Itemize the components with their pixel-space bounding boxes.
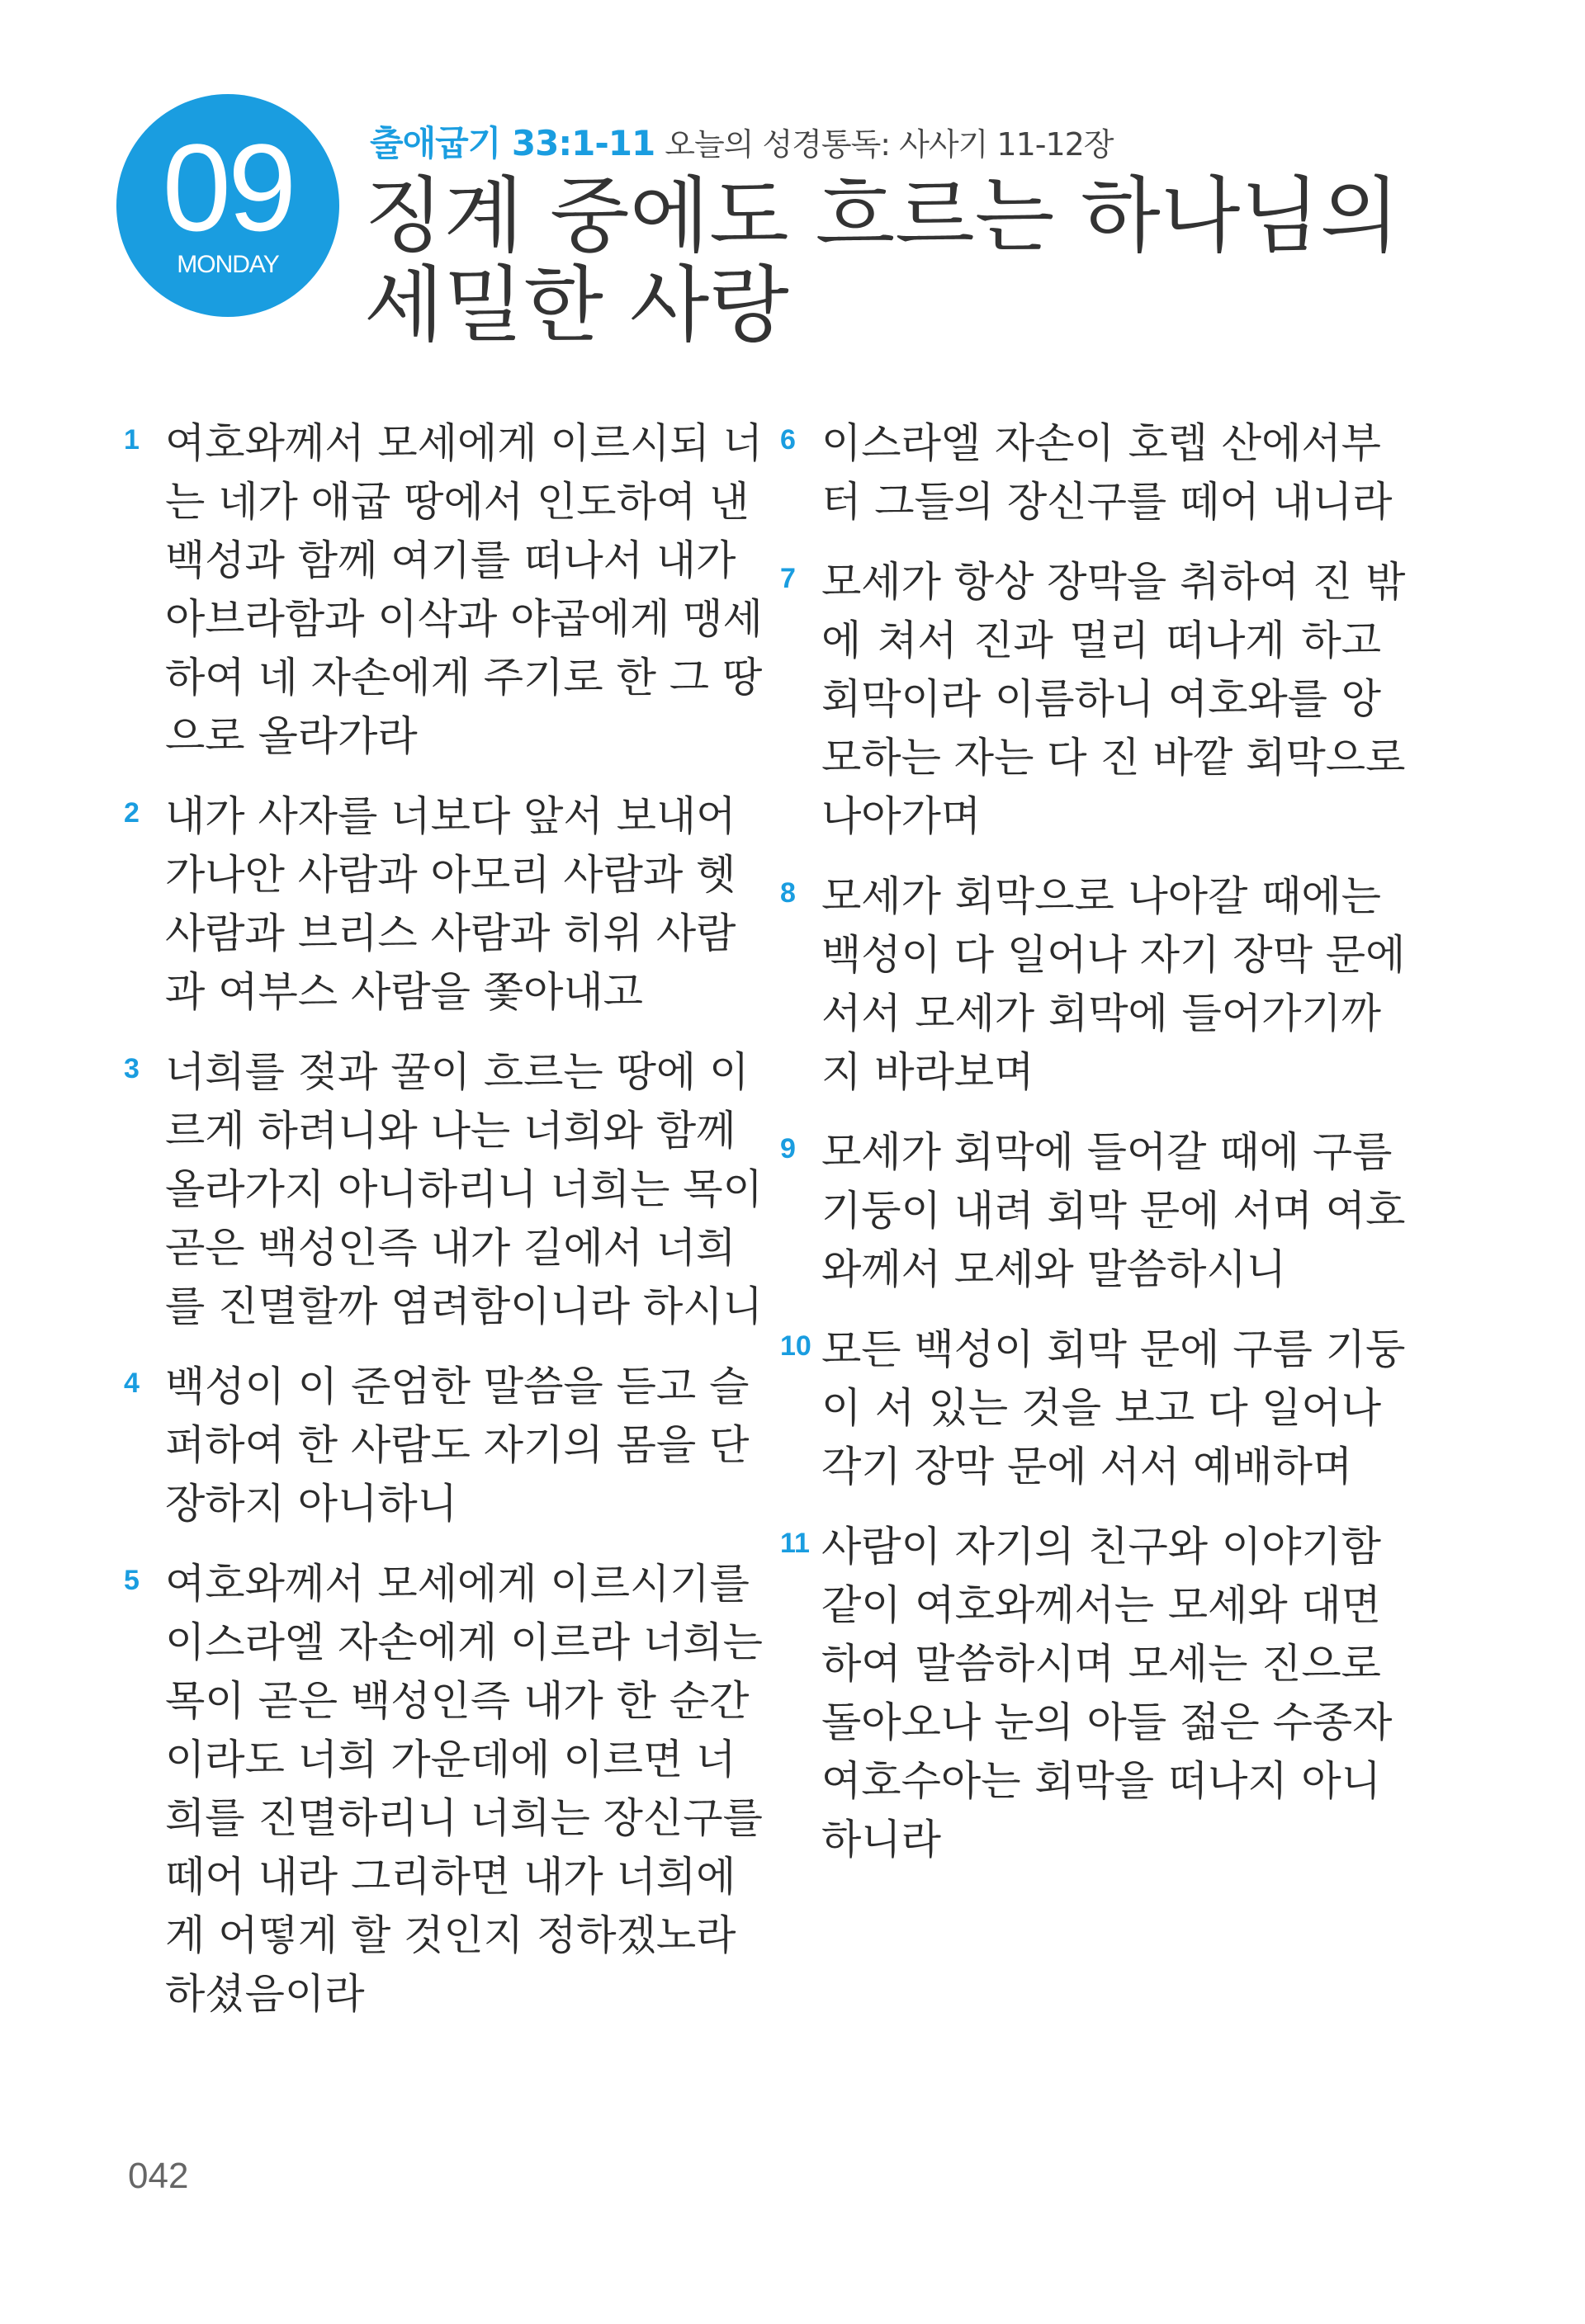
- verse-number: 1: [124, 424, 140, 456]
- verse-number: 4: [124, 1367, 140, 1399]
- verse-line: 돌아오나 눈의 아들 젊은 수종자: [821, 1698, 1393, 1746]
- verse-line: 하셨음이라: [165, 1970, 365, 2018]
- verse-number: 2: [124, 797, 140, 829]
- verse-line: 이 서 있는 것을 보고 다 일어나: [821, 1384, 1381, 1432]
- verse-line: 으로 올라가라: [165, 712, 418, 760]
- today-reading: 오늘의 성경통독: 사사기 11-12장: [665, 126, 1114, 163]
- verse: [780, 553, 1406, 846]
- verse: [780, 1123, 1406, 1299]
- verse-line: 하여 말씀하시며 모세는 진으로: [821, 1640, 1381, 1688]
- page-title: [364, 168, 1400, 353]
- verse-line: 너희를 젖과 꿀이 흐르는 땅에 이: [165, 1048, 750, 1096]
- verse-line: 터 그들의 장신구를 떼어 내니라: [821, 478, 1393, 526]
- weekday: MONDAY: [177, 251, 279, 278]
- day-badge: [116, 94, 339, 317]
- page-number: 042: [128, 2156, 189, 2196]
- verse-line: 모든 백성이 회막 문에 구름 기둥: [821, 1325, 1406, 1373]
- subtitle: [370, 122, 1114, 166]
- verse-line: 를 진멸할까 염려함이니라 하시니: [165, 1282, 763, 1330]
- verse: [124, 414, 763, 766]
- verse: [780, 414, 1393, 531]
- verse-line: 나아가며: [821, 792, 982, 840]
- verse-line: 백성이 다 일어나 자기 장막 문에: [821, 931, 1406, 979]
- verse-line: 희를 진멸하리니 너희는 장신구를: [165, 1794, 763, 1842]
- verse-line: 곧은 백성인즉 내가 길에서 너희: [165, 1224, 736, 1272]
- verse-number: 7: [780, 563, 796, 594]
- verse-line: 퍼하여 한 사람도 자기의 몸을 단: [165, 1421, 750, 1469]
- title-line: 세밀한 사랑: [364, 257, 789, 353]
- verse-line: 서서 모세가 회막에 들어가기까: [821, 990, 1381, 1037]
- verse-line: 사람과 브리스 사람과 히위 사람: [165, 909, 736, 957]
- left-column: [124, 414, 763, 2045]
- verse-line: 백성과 함께 여기를 떠나서 내가: [165, 536, 736, 584]
- verse-line: 모하는 자는 다 진 바깥 회막으로: [821, 734, 1406, 782]
- day-number: 09: [162, 118, 294, 257]
- verse-line: 회막이라 이름하니 여호와를 앙: [821, 675, 1381, 723]
- verse-line: 와께서 모세와 말씀하시니: [821, 1245, 1287, 1293]
- right-column: [780, 414, 1406, 1891]
- verse-line: 하여 네 자손에게 주기로 한 그 땅: [165, 654, 763, 701]
- verse: [780, 1320, 1406, 1496]
- verse-line: 지 바라보며: [821, 1048, 1034, 1096]
- verse-line: 게 어떻게 할 것인지 정하겠노라: [165, 1911, 736, 1959]
- verse-line: 목이 곧은 백성인즉 내가 한 순간: [165, 1677, 750, 1725]
- verse-line: 여호와께서 모세에게 이르시기를: [165, 1560, 750, 1608]
- verse: [124, 1358, 750, 1533]
- verse-line: 떼어 내라 그리하면 내가 너희에: [165, 1853, 736, 1901]
- verse-line: 아브라함과 이삭과 야곱에게 맹세: [165, 595, 763, 643]
- scripture-reference: 출애굽기 33:1-11: [370, 123, 655, 163]
- verse-line: 여호수아는 회막을 떠나지 아니: [821, 1757, 1381, 1805]
- verse-line: 과 여부스 사람을 쫓아내고: [165, 968, 643, 1016]
- verse-line: 각기 장막 문에 서서 예배하며: [821, 1443, 1353, 1490]
- verse-line: 르게 하려니와 나는 너희와 함께: [165, 1107, 736, 1155]
- verse-number: 8: [780, 877, 796, 909]
- verse-line: 모세가 회막으로 나아갈 때에는: [821, 872, 1381, 920]
- verse-line: 같이 여호와께서는 모세와 대면: [821, 1581, 1381, 1629]
- verse: [124, 787, 736, 1022]
- verse-line: 여호와께서 모세에게 이르시되 너: [165, 419, 763, 467]
- verse-line: 모세가 회막에 들어갈 때에 구름: [821, 1128, 1393, 1176]
- verse-line: 사람이 자기의 친구와 이야기함: [821, 1523, 1381, 1571]
- verse-number: 6: [780, 424, 796, 456]
- verse-line: 이스라엘 자손에게 이르라 너희는: [165, 1618, 763, 1666]
- verse-line: 가나안 사람과 아모리 사람과 헷: [165, 851, 736, 899]
- title-line: 징계 중에도 흐르는 하나님의: [364, 168, 1400, 264]
- verse-line: 이스라엘 자손이 호렙 산에서부: [821, 419, 1381, 467]
- verse: [780, 867, 1406, 1102]
- verse-line: 올라가지 아니하리니 너희는 목이: [165, 1165, 763, 1213]
- verse-line: 장하지 아니하니: [165, 1480, 457, 1528]
- verse-line: 백성이 이 준엄한 말씀을 듣고 슬: [165, 1363, 750, 1410]
- verse-number: 11: [780, 1528, 810, 1559]
- verse: [124, 1555, 763, 2024]
- verse-line: 는 네가 애굽 땅에서 인도하여 낸: [165, 478, 750, 526]
- verse-number: 10: [780, 1330, 811, 1362]
- verse-line: 모세가 항상 장막을 취하여 진 밖: [821, 558, 1406, 606]
- verse-line: 하니라: [821, 1816, 941, 1863]
- verse-line: 기둥이 내려 회막 문에 서며 여호: [821, 1187, 1406, 1235]
- verse-line: 에 쳐서 진과 멀리 떠나게 하고: [821, 616, 1381, 664]
- verse: [124, 1043, 763, 1336]
- verse-number: 9: [780, 1133, 796, 1164]
- verse-line: 이라도 너희 가운데에 이르면 너: [165, 1736, 736, 1783]
- verse-line: 내가 사자를 너보다 앞서 보내어: [165, 792, 736, 840]
- verse: [780, 1518, 1393, 1869]
- verse-number: 5: [124, 1565, 140, 1596]
- verse-number: 3: [124, 1053, 140, 1084]
